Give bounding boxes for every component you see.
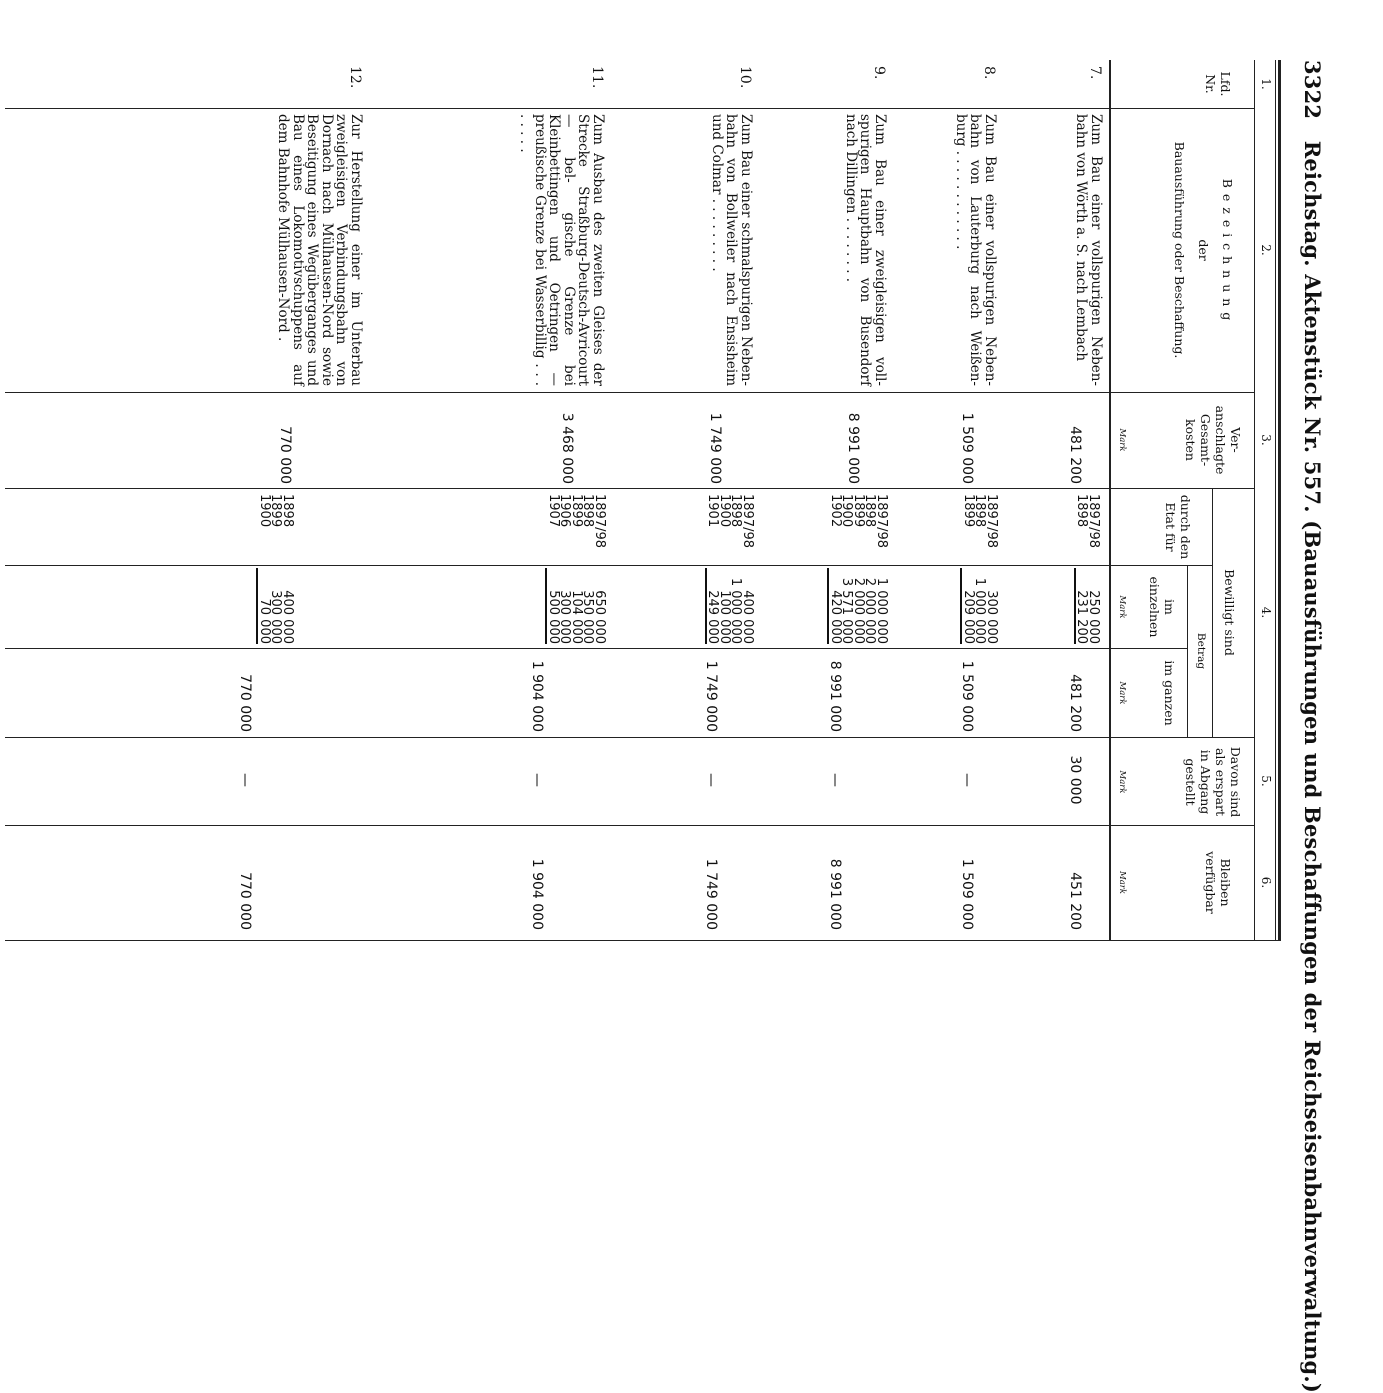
row-description: Zum Bau einer schmalspurigen Neben- bahn von Bollweiler nach Ensisheim und Colmar . . . . . . . . . [709,114,754,386]
row-number: 11. [589,66,605,89]
header-bezeichnung: B e z e i c h n u n g [1220,178,1235,322]
page-title: Reichstag. Aktenstück Nr. 557. (Bauausführungen und Beschaffungen der Reichseisenbahnverwaltung.) [1300,140,1325,1393]
col-rule-4a [5,565,1213,566]
col-rule-4b [5,648,1188,649]
header-bauausfuehrung: Bauausführung oder Beschaffung. [1172,141,1187,359]
row-saved: — [237,773,253,787]
header-im-ganzen: im ganzen [1162,660,1177,726]
row-sum: 1 904 000 [529,660,545,732]
row-description: Zum Bau einer zweigleisigen voll- spurigen Hauptbahn von Busendorf nach Dillingen . . . . . . . . [843,114,888,386]
col-rule-1 [5,108,1255,109]
row-sum: 1 509 000 [959,660,975,732]
unit-col4b: Mark [1117,681,1127,705]
row-amounts: 1 000 000 2 000 000 2 000 000 3 571 000 420 000 [828,568,888,644]
header-davon-erspart: Davon sind als erspart in Abgang gestellt [1183,746,1243,818]
row-total: 3 468 000 [559,412,575,484]
unit-col4a: Mark [1117,595,1127,619]
row-saved: — [959,773,975,787]
col-rule-5 [5,825,1255,826]
row-available: 8 991 000 [827,858,843,930]
row-amounts: 650 000 350 000 104 000 300 000 500 000 [546,568,606,644]
row-years: 1897/98 1898 [1074,494,1101,549]
header-lfd-nr: Lfd. Nr. [1203,71,1233,97]
bewilligt-rule [1212,488,1213,737]
row-years: 1897/98 1898 1899 [961,494,999,549]
row-available: 1 749 000 [703,858,719,930]
header-veranschlagte: Ver- anschlagte Gesamt- kosten [1183,405,1243,475]
row-saved: — [703,773,719,787]
table-top-rule [1278,60,1281,940]
col-number-6: 6. [1259,876,1273,889]
col-rule-2 [5,392,1255,393]
page-number: 3322 [1300,60,1325,120]
row-total: 770 000 [277,426,293,484]
header-bottom-rule [1109,60,1111,940]
unit-col5: Mark [1117,770,1127,794]
header-im-einzelnen: im einzelnen [1147,576,1177,638]
col-number-3: 3. [1259,434,1273,446]
header-verfuegbar: Bleiben verfügbar [1203,851,1233,914]
row-amounts: 400 000 300 000 70 000 [257,568,294,644]
col-number-4: 4. [1259,606,1273,619]
table-top-rule-thin [1275,60,1276,940]
row-total: 1 749 000 [707,412,723,484]
row-years: 1897/98 1898 1900 1901 [705,494,755,549]
row-number: 9. [871,66,887,80]
col-number-5: 5. [1259,775,1273,787]
row-total: 481 200 [1067,426,1083,484]
row-sum: 481 200 [1067,674,1083,732]
row-total: 8 991 000 [845,412,861,484]
row-available: 1 904 000 [529,858,545,930]
row-total: 1 509 000 [959,412,975,484]
table-right-rule [5,940,1281,941]
row-saved: — [529,773,545,787]
column-number-rule [1254,60,1255,940]
col-number-1: 1. [1259,78,1273,90]
header-bewilligt: Bewilligt sind [1222,569,1237,656]
row-saved: 30 000 [1067,755,1083,805]
row-description: Zum Bau einer vollspurigen Neben- bahn von Lauterburg nach Weißen- burg . . . . . . . . . . . . [953,114,998,386]
row-number: 7. [1087,66,1103,80]
row-years: 1897/98 1898 1899 1906 1907 [546,494,607,549]
betrag-rule [1187,565,1188,737]
header-betrag: Betrag [1195,632,1207,670]
row-number: 12. [347,66,363,89]
row-amounts: 300 000 1 000 000 209 000 [961,568,998,644]
row-description: Zur Herstellung einer im Unterbau zweigleisigen Verbindungsbahn von Dornach nach Mülhausen-Nord sowie Beseitigung eines Wegüberganges und Bau eines Lokomotivschuppens auf dem Bahnhofe Mülhausen-Nord . [275,114,364,386]
row-available: 770 000 [237,872,253,930]
row-amounts: 400 000 1 000 000 100 000 249 000 [705,568,753,644]
row-number: 10. [737,66,753,89]
row-years: 1897/98 1898 1899 1900 1902 [828,494,889,549]
row-number: 8. [981,66,997,80]
row-description: Zum Bau einer vollspurigen Neben- bahn von Wörth a. S. nach Lembach [1073,114,1104,386]
row-description: Zum Ausbau des zweiten Gleises der Strecke Straßburg-Deutsch-Avricourt — bel- gische Grenze bei Kleinbettingen und Oetringen — preußische Grenze bei Wasserbillig . . . . . . . . [517,114,606,386]
unit-col3: Mark [1117,428,1127,452]
row-sum: 770 000 [237,674,253,732]
header-der: der [1196,239,1211,261]
col-rule-4 [5,737,1255,738]
row-years: 1898 1899 1900 [257,494,295,528]
col-rule-3 [5,488,1255,489]
page-header [1285,60,1325,1393]
row-amounts: 250 000 231 200 [1074,568,1099,644]
row-sum: 1 749 000 [703,660,719,732]
unit-col6: Mark [1117,871,1127,894]
row-saved: — [827,773,843,787]
col-number-2: 2. [1259,244,1273,256]
row-available: 1 509 000 [959,858,975,930]
header-durch-etat: durch den Etat für [1163,494,1193,560]
row-available: 451 200 [1067,872,1083,930]
row-sum: 8 991 000 [827,660,843,732]
